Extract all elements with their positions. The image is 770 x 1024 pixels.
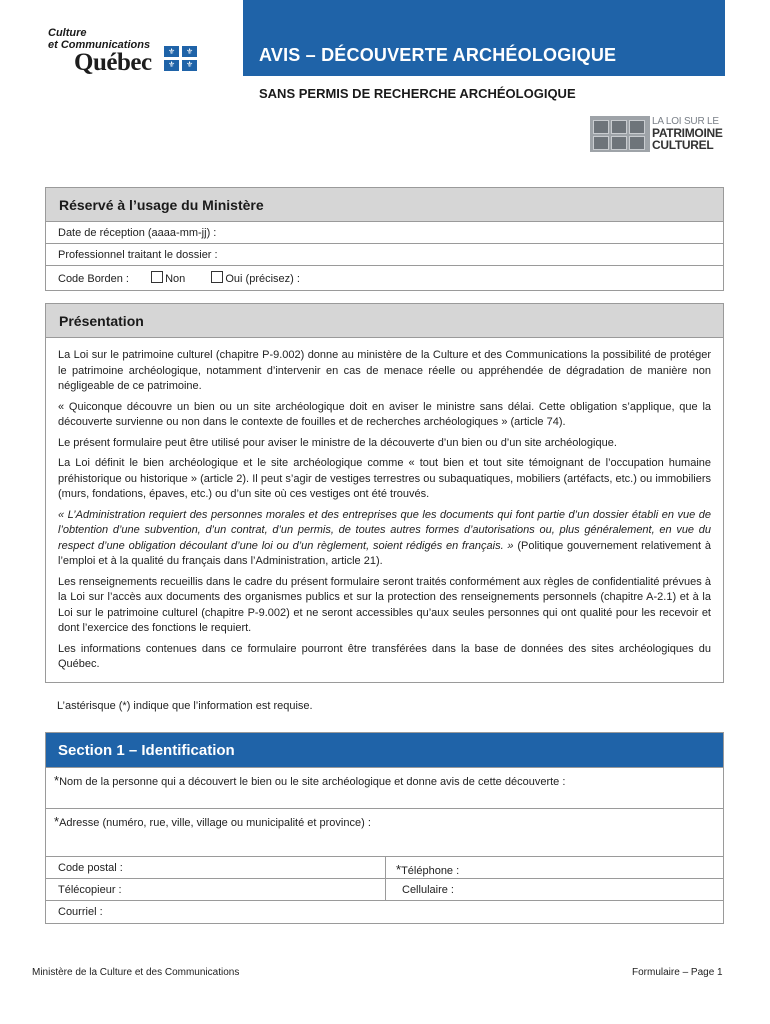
footer-ministry: Ministère de la Culture et des Communications [32,967,240,978]
professional-label: Professionnel traitant le dossier : [58,249,218,261]
asterisk-note: L’astérisque (*) indique que l’information est requise. [57,700,313,712]
loi-logo-line1: LA LOI SUR LE [652,116,719,127]
ministry-logo-text [48,27,150,51]
discoverer-name-label: Nom de la personne qui a découvert le bien ou le site archéologique et donne avis de cette découverte : [59,776,566,788]
required-marker: * [396,862,402,877]
reception-date-label: Date de réception (aaaa-mm-jj) : [58,227,217,239]
section-1-heading: Section 1 – Identification [46,733,723,767]
page-title: AVIS – DÉCOUVERTE ARCHÉOLOGIQUE [259,45,617,65]
language-policy-quote: « L’Administration requiert des personnes morales et des entreprises que les documents qui font partie d’un dossier établi en vue de l’obtention d’une subvention, d’un contrat, d’un permis, de toutes autres formes d’autorisations ou, plus généralement, en vue du respect d’une obligation découlant d’une loi ou d’un règlement, soient rédigés en français. » [58,508,711,552]
borden-code-row [46,266,723,288]
presentation-paragraph: « Quiconque découvre un bien ou un site archéologique doit en aviser le ministre sans délai. Cette obligation s’applique, que la découverte survienne ou non dans le contexte de fouilles et de recherches archéologiques » (article 74). [58,400,711,428]
borden-non-checkbox[interactable] [151,271,163,283]
language-policy-citation: (Politique gouvernement relativement à l’emploi et à la qualité du français dans l’Administration, article 21). [58,539,711,567]
reserved-heading: Réservé à l’usage du Ministère [46,188,723,222]
heritage-images-icon [590,116,650,152]
discoverer-name-field[interactable] [46,767,723,808]
page-subtitle: SANS PERMIS DE RECHERCHE ARCHÉOLOGIQUE [259,86,576,101]
cell-label: Cellulaire : [402,884,454,896]
fax-cell-row [46,878,723,900]
logo-quebec-wordmark: Québec [74,49,152,76]
required-marker: * [54,814,60,829]
presentation-paragraph: La Loi sur le patrimoine culturel (chapitre P-9.002) donne au ministère de la Culture et des Communications la possibilité de protéger le patrimoine archéologique, notamment d’intervenir en cas de menace réelle ou appréhendée de dégradation de manière non négligeable de ce patrimoine. [58,349,711,392]
postal-phone-row [46,856,723,878]
logo-line-communications: et Communications [48,39,151,51]
presentation-section [45,303,724,683]
loi-logo-line2: PATRIMOINE [652,126,723,140]
address-label: Adresse (numéro, rue, ville, village ou municipalité et province) : [59,817,371,829]
email-field[interactable] [46,900,723,923]
footer-page-number: Formulaire – Page 1 [632,967,723,978]
reserved-section [45,187,724,291]
quebec-flag-icon: ⚜ ⚜ ⚜ ⚜ [164,46,197,71]
borden-non-label: Non [165,273,186,285]
email-label: Courriel : [58,906,103,918]
phone-field[interactable] [386,857,459,878]
presentation-paragraph: Les informations contenues dans ce formulaire pourront être transférées dans la base de données des sites archéologiques du Québec. [58,642,711,670]
address-field[interactable] [46,808,723,856]
fax-label: Télécopieur : [58,884,122,896]
professional-field[interactable] [46,244,723,266]
borden-code-label: Code Borden : [58,273,129,285]
presentation-paragraph: Les renseignements recueillis dans le cadre du présent formulaire seront traités conformément aux règles de confidentialité prévues à la Loi sur l’accès aux documents des organismes publics et sur la protection des renseignements personnels (chapitre A-2.1) et à la Loi sur le patrimoine culturel (chapitre P-9.002) et ne seront accessibles qu’aux seules personnes qui ont qualité pour les recevoir et dont l’exercice des fonctions le requiert. [58,575,711,634]
patrimoine-culturel-logo [590,116,726,154]
postal-code-label: Code postal : [58,862,123,874]
reception-date-field[interactable] [46,222,723,244]
postal-code-field[interactable] [46,857,386,878]
required-marker: * [54,773,60,788]
cell-field[interactable] [386,879,454,900]
section-1-identification [45,732,724,924]
presentation-body [46,338,723,673]
loi-logo-line3: CULTUREL [652,138,714,152]
presentation-heading: Présentation [46,304,723,338]
borden-oui-checkbox[interactable] [211,271,223,283]
logo-line-culture: Culture [48,27,87,39]
fax-field[interactable] [46,879,386,900]
presentation-paragraph: Le présent formulaire peut être utilisé pour aviser le ministre de la découverte d’un bien ou d’un site archéologique. [58,436,617,449]
presentation-paragraph-language-policy [58,508,711,570]
presentation-paragraph: La Loi définit le bien archéologique et le site archéologique comme « tout bien et tout site témoignant de l’occupation humaine préhistorique ou historique » (article 2). Il peut s’agir de vestiges terrestres ou subaquatiques, mobiliers (artéfacts, etc.) ou immobiliers (murs, fondations, épaves, etc.) ou d’un site où ces vestiges ont été trouvés. [58,457,711,500]
phone-label: Téléphone : [401,865,460,877]
borden-oui-label: Oui (précisez) : [225,273,300,285]
